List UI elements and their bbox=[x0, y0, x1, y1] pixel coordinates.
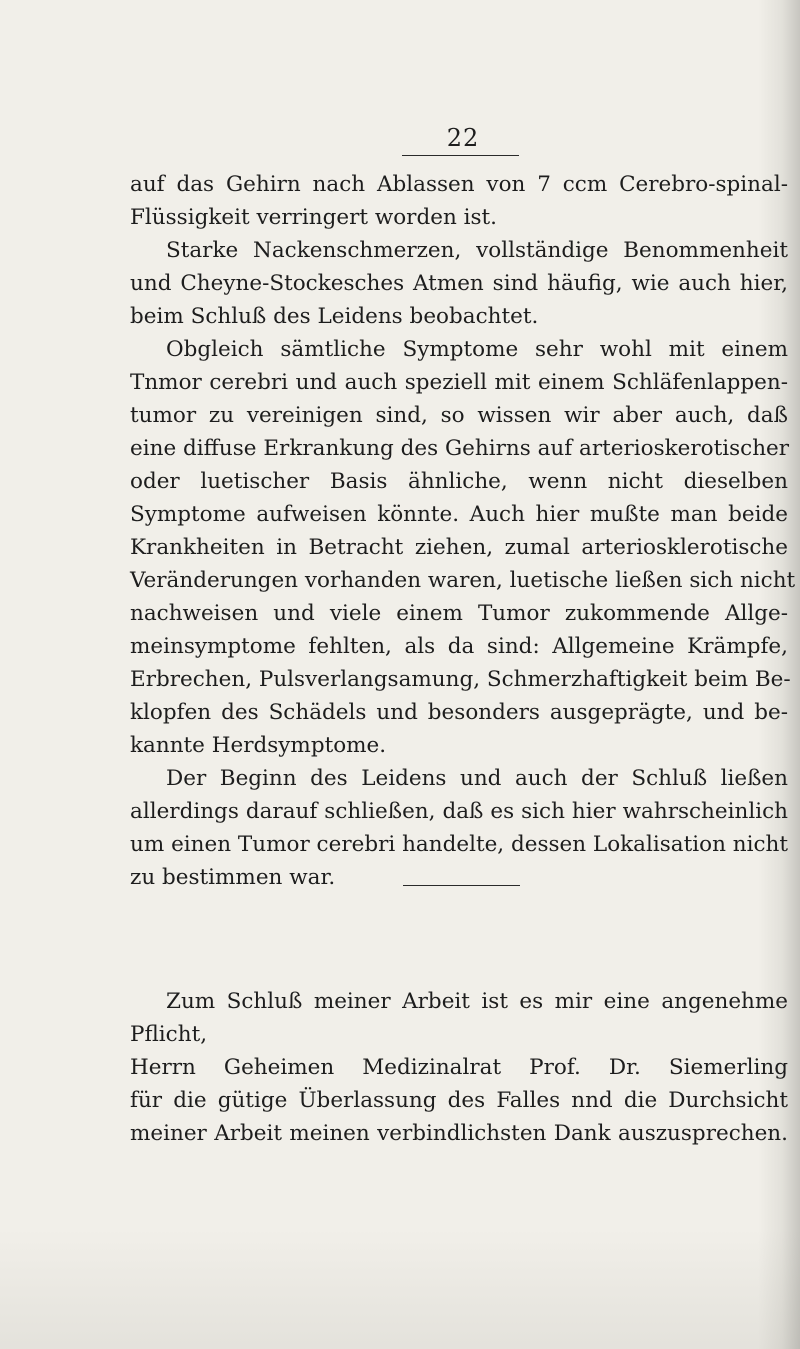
text-line: Pflicht, bbox=[130, 1022, 208, 1047]
text-line: Erbrechen, Pulsverlangsamung, Schmerzhaftigkeit beim Be- bbox=[130, 667, 791, 692]
page-number: 22 bbox=[446, 124, 480, 152]
text-line: meinsymptome fehlten, als da sind: Allgemeine Krämpfe, bbox=[130, 634, 788, 659]
text-line: beim Schluß des Leidens beobachtet. bbox=[130, 304, 539, 329]
text-line: eine diffuse Erkrankung des Gehirns auf arterioskerotischer bbox=[130, 436, 790, 461]
text-line: Krankheiten in Betracht ziehen, zumal arteriosklerotische bbox=[130, 535, 788, 560]
text-line: tumor zu vereinigen sind, so wissen wir aber auch, daß bbox=[130, 403, 788, 428]
text-line: auf das Gehirn nach Ablassen von 7 ccm Cerebro-spinal- bbox=[130, 172, 788, 197]
text-line: Herrn Geheimen Medizinalrat Prof. Dr. Siemerling bbox=[130, 1055, 788, 1080]
text-line: Starke Nackenschmerzen, vollständige Benommenheit bbox=[166, 238, 788, 263]
text-line: Tnmor cerebri und auch speziell mit einem Schläfenlappen- bbox=[130, 370, 788, 395]
text-line: Der Beginn des Leidens und auch der Schluß ließen bbox=[166, 766, 788, 791]
text-line: kannte Herdsymptome. bbox=[130, 733, 387, 758]
text-line: Veränderungen vorhanden waren, luetische ließen sich nicht bbox=[130, 568, 796, 593]
section-divider bbox=[403, 885, 520, 886]
text-line: allerdings darauf schließen, daß es sich hier wahrscheinlich bbox=[130, 799, 788, 824]
text-line: meiner Arbeit meinen verbindlichsten Dank auszusprechen. bbox=[130, 1121, 788, 1146]
text-line: für die gütige Überlassung des Falles nnd die Durchsicht bbox=[130, 1088, 788, 1113]
text-line: Obgleich sämtliche Symptome sehr wohl mit einem bbox=[166, 337, 788, 362]
text-line: Flüssigkeit verringert worden ist. bbox=[130, 205, 498, 230]
header-rule bbox=[402, 155, 519, 156]
text-line: Symptome aufweisen könnte. Auch hier mußte man beide bbox=[130, 502, 788, 527]
text-line: klopfen des Schädels und besonders ausgeprägte, und be- bbox=[130, 700, 788, 725]
text-line: und Cheyne-Stockesches Atmen sind häufig, wie auch hier, bbox=[130, 271, 788, 296]
text-line: oder luetischer Basis ähnliche, wenn nicht dieselben bbox=[130, 469, 788, 494]
text-line: nachweisen und viele einem Tumor zukommende Allge- bbox=[130, 601, 788, 626]
text-line: zu bestimmen war. bbox=[130, 865, 336, 890]
text-line: um einen Tumor cerebri handelte, dessen Lokalisation nicht bbox=[130, 832, 788, 857]
text-line: Zum Schluß meiner Arbeit ist es mir eine angenehme bbox=[166, 989, 788, 1014]
